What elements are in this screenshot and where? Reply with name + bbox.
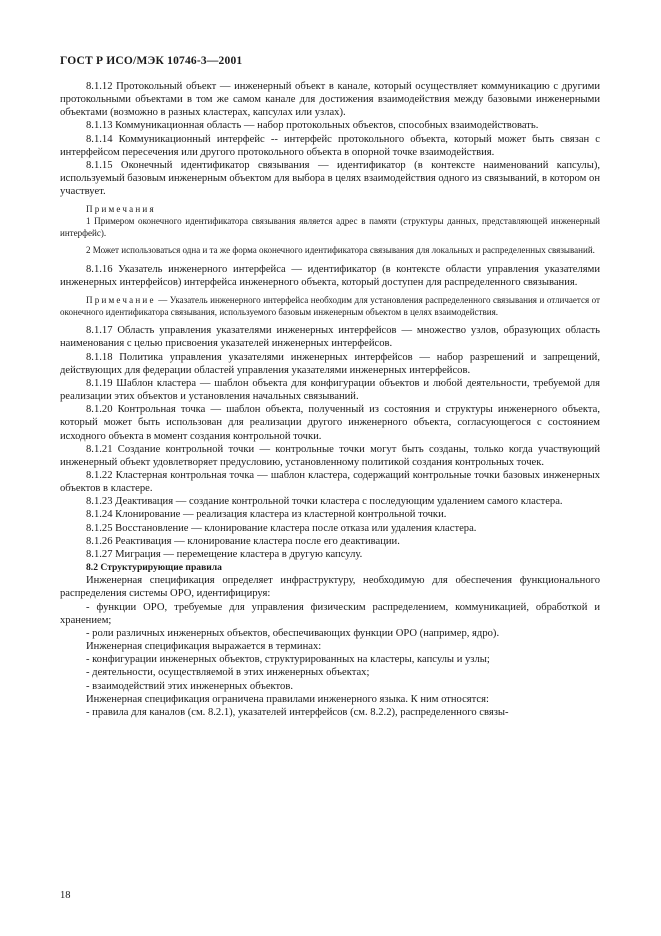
- note-3-text: — Указатель инженерного интерфейса необходим для установления распределенного связывания и отличается от оконечного идентификатора связывания, используемого базовым инженерным объектом в целях взаимодействия.: [60, 295, 600, 317]
- paragraph-terms: Инженерная спецификация выражается в терминах:: [86, 641, 322, 653]
- list-item: - функции ОРО, требуемые для управления физическим распределением, коммуникацией, обработкой и хранением;: [60, 601, 600, 626]
- definition-8-1-15: 8.1.15 Оконечный идентификатор связывания — идентификатор (в контексте наименований капсулы), используемый базовым инженерным объектом для выбора в целях взаимодействия одного из связываний, в котором он участвует.: [60, 159, 600, 198]
- list-item: - правила для каналов (см. 8.2.1), указателей интерфейсов (см. 8.2.2), распределенного связы-: [86, 706, 509, 718]
- note-3-label: Примечание: [86, 295, 156, 306]
- definition-8-1-14: 8.1.14 Коммуникационный интерфейс -- интерфейс протокольного объекта, который может быть связан с интерфейсом пересечения или другого протокольного объекта в опорной точке взаимодействия.: [60, 133, 600, 158]
- note-1: 1 Примером оконечного идентификатора связывания является адрес в памяти (структуры данных, представляющей инженерный интерфейс).: [60, 216, 600, 238]
- paragraph-intro: Инженерная спецификация определяет инфраструктуру, необходимую для обеспечения функционального распределения системы ОРО, идентифицируя:: [60, 575, 600, 600]
- note-2: 2 Может использоваться одна и та же форма оконечного идентификатора связывания для локальных и распределенных связываний.: [86, 245, 595, 256]
- page-number: 18: [60, 890, 71, 901]
- notes-title: Примечания: [86, 204, 156, 215]
- section-title: 8.2 Структурирующие правила: [86, 562, 222, 574]
- document-header: ГОСТ Р ИСО/МЭК 10746-3—2001: [60, 55, 243, 67]
- definition-8-1-16: 8.1.16 Указатель инженерного интерфейса — идентификатор (в контексте области управления указателями инженерных интерфейсов) интерфейса инженерного объекта, который доступен для распределенного связывания.: [60, 263, 600, 288]
- definition-8-1-20: 8.1.20 Контрольная точка — шаблон объекта, полученный из состояния и структуры инженерного объекта, который может быть использован для реализации другого инженерного объекта, согласующегося с состоянием исходного объекта в момент создания контрольной точки.: [60, 404, 600, 442]
- definition-8-1-18: 8.1.18 Политика управления указателями инженерных интерфейсов — набор разрешений и запрещений, действующих для федерации областей управления указателями инженерных интерфейсов.: [60, 351, 600, 376]
- definition-8-1-19: 8.1.19 Шаблон кластера — шаблон объекта для конфигурации объектов и любой деятельности, требуемой для реализации этих объектов и установления начальных связываний.: [60, 377, 600, 403]
- list-item: - взаимодействий этих инженерных объектов.: [86, 680, 293, 692]
- definition-8-1-25: 8.1.25 Восстановление — клонирование кластера после отказа или удаления кластера.: [86, 522, 477, 534]
- definition-8-1-21: 8.1.21 Создание контрольной точки — контрольные точки могут быть созданы, только когда участвующий инженерный объект удовлетворяет предусловию, установленному политикой создания контрольных точек.: [60, 443, 600, 468]
- definition-8-1-22: 8.1.22 Кластерная контрольная точка — шаблон кластера, содержащий контрольные точки базовых инженерных объектов в кластере.: [60, 470, 600, 495]
- paragraph-rules: Инженерная спецификация ограничена правилами инженерного языка. К ним относятся:: [86, 693, 489, 705]
- definition-8-1-27: 8.1.27 Миграция — перемещение кластера в другую капсулу.: [86, 548, 363, 560]
- document-body: [60, 80, 600, 719]
- note-3: [60, 295, 600, 318]
- definition-8-1-24: 8.1.24 Клонирование — реализация кластера из кластерной контрольной точки.: [86, 509, 447, 521]
- definition-8-1-26: 8.1.26 Реактивация — клонирование кластера после его деактивации.: [86, 535, 400, 547]
- list-item: - деятельности, осуществляемой в этих инженерных объектах;: [86, 667, 370, 679]
- definition-8-1-12: 8.1.12 Протокольный объект — инженерный объект в канале, который осуществляет коммуникацию с другими протокольными объектами в том же самом канале для достижения взаимодействия между базовыми инженерными объектами (возможно в разных кластерах, капсулах или узлах).: [60, 81, 600, 119]
- list-item: - конфигурации инженерных объектов, структурированных на кластеры, капсулы и узлы;: [86, 654, 490, 666]
- definition-8-1-23: 8.1.23 Деактивация — создание контрольной точки кластера с последующим удалением самого кластера.: [86, 496, 563, 508]
- list-item: - роли различных инженерных объектов, обеспечивающих функции ОРО (например, ядро).: [86, 627, 500, 639]
- definition-8-1-13: 8.1.13 Коммуникационная область — набор протокольных объектов, способных взаимодействовать.: [86, 120, 539, 132]
- definition-8-1-17: 8.1.17 Область управления указателями инженерных интерфейсов — множество узлов, образующих область наименования с целью присвоения указателей инженерных интерфейсов.: [60, 325, 600, 350]
